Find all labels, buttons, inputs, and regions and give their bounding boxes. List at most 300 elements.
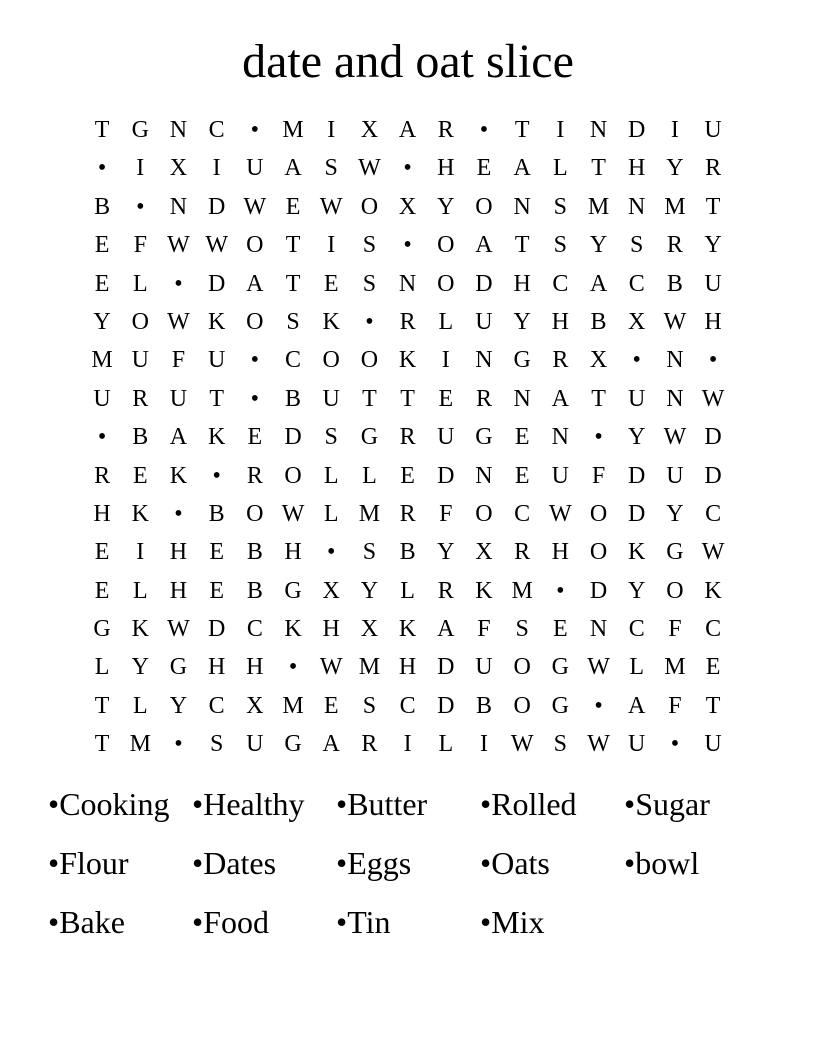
grid-cell: O bbox=[284, 462, 302, 489]
grid-cell: T bbox=[362, 385, 377, 412]
grid-cell: E bbox=[94, 232, 110, 259]
grid-cell: O bbox=[513, 692, 531, 719]
grid-cell: • bbox=[174, 270, 183, 297]
grid-cell: Y bbox=[131, 654, 149, 681]
grid-cell: I bbox=[136, 539, 145, 566]
grid-cell: E bbox=[209, 539, 224, 566]
grid-cell: G bbox=[169, 654, 188, 681]
grid-cell: U bbox=[475, 308, 493, 335]
grid-cell: U bbox=[704, 270, 722, 297]
grid-cell: N bbox=[513, 193, 531, 220]
grid-cell: Y bbox=[666, 500, 684, 527]
word-list-item: •Cooking bbox=[48, 786, 170, 822]
grid-cell: U bbox=[246, 731, 264, 758]
grid-cell: L bbox=[323, 500, 339, 527]
grid-cell: C bbox=[208, 117, 225, 143]
grid-cell: X bbox=[475, 539, 493, 566]
word-list-item: •Healthy bbox=[192, 786, 305, 822]
grid-cell: M bbox=[129, 731, 151, 758]
grid-cell: • bbox=[212, 462, 221, 489]
grid-cell: Y bbox=[628, 577, 646, 604]
grid-cell: K bbox=[131, 616, 149, 643]
grid-cell: C bbox=[552, 270, 569, 297]
grid-cell: X bbox=[589, 347, 608, 374]
grid-cell: C bbox=[208, 692, 225, 719]
grid-cell: U bbox=[246, 155, 264, 182]
grid-cell: X bbox=[169, 155, 188, 182]
grid-cell: G bbox=[513, 347, 531, 374]
grid-cell: Y bbox=[666, 155, 684, 182]
grid-cell: Y bbox=[628, 424, 646, 451]
grid-cell: R bbox=[399, 500, 416, 527]
grid-cell: A bbox=[437, 616, 455, 643]
grid-cell: M bbox=[358, 654, 381, 681]
grid-cell: M bbox=[664, 654, 686, 681]
grid-cell: L bbox=[438, 308, 454, 335]
grid-cell: R bbox=[437, 117, 454, 143]
grid-cell: K bbox=[398, 347, 417, 374]
grid-cell: W bbox=[587, 654, 610, 681]
grid-cell: • bbox=[250, 347, 260, 374]
word-list-item: •Flour bbox=[48, 845, 129, 881]
grid-cell: H bbox=[513, 270, 531, 297]
grid-cell: D bbox=[589, 577, 608, 604]
grid-cell: D bbox=[437, 692, 455, 719]
grid-cell: • bbox=[403, 232, 412, 259]
grid-cell: W bbox=[243, 193, 267, 220]
grid-cell: R bbox=[399, 308, 416, 335]
grid-cell: Y bbox=[360, 577, 379, 604]
grid-cell: G bbox=[131, 117, 149, 143]
grid-cell: O bbox=[360, 193, 379, 220]
grid-cell: L bbox=[400, 577, 415, 604]
grid-cell: T bbox=[285, 232, 301, 259]
grid-cell: B bbox=[246, 577, 263, 604]
grid-cell: C bbox=[246, 616, 263, 643]
grid-cell: N bbox=[628, 193, 646, 220]
grid-cell: G bbox=[666, 539, 684, 566]
grid-cell: N bbox=[169, 193, 188, 220]
grid-cell: Y bbox=[513, 308, 531, 335]
grid-cell: T bbox=[285, 270, 301, 297]
grid-cell: U bbox=[322, 385, 340, 412]
grid-cell: O bbox=[246, 500, 264, 527]
grid-cell: O bbox=[322, 347, 340, 374]
grid-cell: O bbox=[246, 308, 264, 335]
grid-cell: R bbox=[399, 424, 416, 451]
grid-cell: X bbox=[628, 308, 646, 335]
grid-cell: B bbox=[208, 500, 225, 527]
grid-cell: O bbox=[437, 270, 455, 297]
grid-cell: S bbox=[553, 731, 568, 758]
grid-cell: O bbox=[437, 232, 455, 259]
grid-cell: B bbox=[285, 385, 302, 412]
grid-cell: N bbox=[169, 117, 188, 143]
grid-cell: T bbox=[591, 385, 606, 412]
grid-cell: I bbox=[212, 155, 221, 182]
grid-cell: O bbox=[666, 577, 684, 604]
grid-cell: N bbox=[551, 424, 570, 451]
grid-cell: W bbox=[358, 155, 381, 182]
grid-cell: O bbox=[246, 232, 264, 259]
word-list bbox=[48, 780, 768, 957]
grid-cell: • bbox=[708, 347, 718, 374]
word-list-item: •Dates bbox=[192, 845, 277, 881]
grid-cell: B bbox=[132, 424, 149, 451]
grid-cell: W bbox=[701, 539, 725, 566]
grid-cell: C bbox=[705, 500, 722, 527]
grid-cell: I bbox=[403, 731, 412, 758]
grid-cell: • bbox=[288, 654, 298, 681]
grid-cell: R bbox=[246, 462, 263, 489]
grid-cell: H bbox=[398, 654, 417, 681]
word-list-item: •Butter bbox=[336, 786, 428, 822]
grid-cell: I bbox=[327, 117, 336, 143]
grid-cell: R bbox=[437, 577, 454, 604]
grid-cell: D bbox=[437, 654, 455, 681]
grid-cell: E bbox=[209, 577, 224, 604]
grid-cell: W bbox=[701, 385, 725, 412]
grid-cell: N bbox=[475, 462, 493, 489]
grid-cell: L bbox=[629, 654, 645, 681]
grid-cell: • bbox=[97, 424, 107, 451]
grid-cell: W bbox=[167, 232, 190, 259]
grid-cell: W bbox=[319, 654, 343, 681]
grid-cell: T bbox=[400, 385, 415, 412]
grid-cell: G bbox=[551, 654, 570, 681]
grid-cell: E bbox=[476, 155, 492, 182]
word-list-item: •Oats bbox=[480, 845, 550, 881]
grid-cell: A bbox=[551, 385, 570, 412]
grid-cell: O bbox=[589, 500, 608, 527]
grid-cell: E bbox=[94, 270, 110, 297]
grid-cell: I bbox=[441, 347, 450, 374]
grid-cell: E bbox=[94, 539, 110, 566]
grid-cell: E bbox=[514, 424, 530, 451]
grid-cell: L bbox=[132, 270, 148, 297]
grid-cell: U bbox=[704, 731, 722, 758]
grid-cell: B bbox=[666, 270, 683, 297]
grid-cell: • bbox=[327, 539, 336, 566]
grid-cell: A bbox=[475, 232, 493, 259]
grid-cell: W bbox=[549, 500, 572, 527]
grid-cell: N bbox=[589, 117, 608, 143]
page-title: date and oat slice bbox=[242, 35, 574, 88]
grid-cell: T bbox=[705, 193, 721, 220]
grid-cell: U bbox=[666, 462, 684, 489]
word-list-item: •Mix bbox=[480, 904, 545, 940]
grid-cell: K bbox=[398, 616, 417, 643]
grid-cell: M bbox=[664, 193, 686, 220]
grid-cell: S bbox=[362, 232, 377, 259]
grid-cell: D bbox=[475, 270, 493, 297]
grid-cell: H bbox=[246, 654, 264, 681]
grid-cell: C bbox=[285, 347, 302, 374]
grid-cell: W bbox=[319, 193, 343, 220]
grid-cell: O bbox=[475, 500, 493, 527]
grid-cell: B bbox=[475, 692, 492, 719]
grid-cell: A bbox=[513, 155, 531, 182]
grid-cell: E bbox=[514, 462, 530, 489]
grid-cell: A bbox=[628, 692, 646, 719]
grid-cell: K bbox=[207, 308, 226, 335]
grid-cell: G bbox=[284, 577, 302, 604]
grid-cell: D bbox=[207, 270, 226, 297]
grid-cell: S bbox=[362, 539, 377, 566]
grid-cell: C bbox=[705, 616, 722, 643]
grid-cell: L bbox=[132, 577, 148, 604]
grid-cell: U bbox=[628, 385, 646, 412]
grid-cell: F bbox=[591, 462, 606, 489]
word-list-item: •Food bbox=[192, 904, 269, 940]
grid-cell: F bbox=[171, 347, 186, 374]
grid-cell: B bbox=[590, 308, 607, 335]
grid-cell: M bbox=[358, 500, 381, 527]
grid-cell: A bbox=[322, 731, 340, 758]
grid-cell: D bbox=[207, 193, 226, 220]
grid-cell: • bbox=[250, 117, 260, 143]
grid-cell: S bbox=[553, 232, 568, 259]
grid-cell: O bbox=[589, 539, 608, 566]
grid-cell: H bbox=[284, 539, 302, 566]
grid-cell: O bbox=[360, 347, 379, 374]
grid-cell: L bbox=[323, 462, 339, 489]
grid-cell: T bbox=[94, 117, 110, 143]
grid-cell: F bbox=[668, 616, 682, 643]
grid-cell: • bbox=[594, 424, 603, 451]
grid-cell: K bbox=[475, 577, 493, 604]
grid-cell: G bbox=[475, 424, 493, 451]
grid-cell: R bbox=[514, 539, 531, 566]
grid-cell: A bbox=[169, 424, 188, 451]
grid-cell: I bbox=[479, 731, 488, 758]
grid-cell: U bbox=[628, 731, 646, 758]
grid-cell: S bbox=[362, 692, 377, 719]
grid-cell: C bbox=[628, 616, 645, 643]
grid-cell: W bbox=[281, 500, 305, 527]
grid-cell: U bbox=[131, 347, 149, 374]
grid-cell: T bbox=[514, 232, 530, 259]
grid-cell: • bbox=[403, 155, 412, 182]
grid-cell: L bbox=[132, 692, 148, 719]
grid-cell: C bbox=[514, 500, 531, 527]
grid-cell: N bbox=[475, 347, 493, 374]
grid-cell: • bbox=[174, 731, 183, 758]
grid-cell: M bbox=[91, 347, 113, 374]
grid-cell: S bbox=[286, 308, 300, 335]
grid-cell: E bbox=[400, 462, 415, 489]
grid-cell: K bbox=[131, 500, 149, 527]
grid-cell: B bbox=[399, 539, 416, 566]
grid-cell: D bbox=[437, 462, 455, 489]
grid-cell: • bbox=[479, 117, 489, 143]
grid-cell: S bbox=[362, 270, 377, 297]
grid-cell: H bbox=[551, 539, 570, 566]
grid-cell: D bbox=[704, 462, 722, 489]
grid-cell: D bbox=[628, 462, 646, 489]
grid-cell: R bbox=[361, 731, 378, 758]
grid-cell: W bbox=[510, 731, 534, 758]
grid-cell: E bbox=[705, 654, 721, 681]
grid-cell: • bbox=[136, 193, 145, 220]
grid-cell: A bbox=[589, 270, 608, 297]
grid-cell: T bbox=[514, 117, 530, 143]
grid-cell: F bbox=[477, 616, 491, 643]
grid-cell: F bbox=[439, 500, 453, 527]
grid-cell: K bbox=[322, 308, 340, 335]
grid-cell: S bbox=[209, 731, 224, 758]
grid-cell: W bbox=[205, 232, 228, 259]
grid-cell: H bbox=[551, 308, 570, 335]
word-list-item: •bowl bbox=[624, 845, 700, 881]
grid-cell: U bbox=[551, 462, 570, 489]
grid-cell: R bbox=[94, 462, 111, 489]
grid-cell: U bbox=[207, 347, 226, 374]
grid-cell: K bbox=[704, 577, 722, 604]
grid-cell: D bbox=[628, 500, 646, 527]
grid-cell: X bbox=[360, 616, 379, 643]
grid-cell: L bbox=[362, 462, 377, 489]
grid-cell: S bbox=[515, 616, 529, 643]
grid-cell: T bbox=[591, 155, 606, 182]
grid-cell: B bbox=[94, 193, 111, 220]
grid-cell: • bbox=[97, 155, 107, 182]
word-list-item: •Bake bbox=[48, 904, 125, 940]
grid-cell: A bbox=[246, 270, 264, 297]
grid-cell: I bbox=[327, 232, 336, 259]
grid-cell: L bbox=[438, 731, 454, 758]
grid-cell: • bbox=[594, 692, 603, 719]
grid-cell: C bbox=[628, 270, 645, 297]
grid-cell: D bbox=[284, 424, 302, 451]
grid-cell: K bbox=[207, 424, 226, 451]
grid-cell: • bbox=[670, 731, 680, 758]
letter-grid bbox=[83, 111, 732, 764]
grid-cell: R bbox=[552, 347, 569, 374]
grid-cell: Y bbox=[437, 193, 455, 220]
grid-cell: K bbox=[284, 616, 302, 643]
grid-cell: H bbox=[322, 616, 340, 643]
grid-cell: D bbox=[207, 616, 226, 643]
word-list-item: •Tin bbox=[336, 904, 391, 940]
grid-cell: H bbox=[93, 500, 111, 527]
grid-cell: G bbox=[93, 616, 111, 643]
grid-cell: N bbox=[666, 347, 684, 374]
grid-cell: U bbox=[93, 385, 111, 412]
grid-cell: L bbox=[553, 155, 568, 182]
grid-cell: I bbox=[136, 155, 145, 182]
word-list-item: •Rolled bbox=[480, 786, 577, 822]
grid-cell: Y bbox=[589, 232, 608, 259]
grid-cell: T bbox=[209, 385, 224, 412]
grid-cell: E bbox=[553, 616, 568, 643]
grid-cell: W bbox=[587, 731, 610, 758]
grid-cell: M bbox=[282, 117, 304, 143]
grid-cell: S bbox=[324, 424, 338, 451]
grid-cell: H bbox=[437, 155, 455, 182]
grid-cell: C bbox=[399, 692, 416, 719]
grid-cell: R bbox=[705, 155, 722, 182]
grid-cell: M bbox=[587, 193, 610, 220]
word-list-item: •Eggs bbox=[336, 845, 412, 881]
grid-cell: R bbox=[666, 232, 683, 259]
grid-cell: U bbox=[704, 117, 722, 143]
grid-cell: M bbox=[511, 577, 533, 604]
word-list-item: •Sugar bbox=[624, 786, 710, 822]
grid-cell: X bbox=[246, 692, 264, 719]
grid-cell: N bbox=[666, 385, 684, 412]
grid-cell: W bbox=[167, 616, 190, 643]
grid-cell: • bbox=[174, 500, 183, 527]
grid-cell: • bbox=[250, 385, 260, 412]
grid-cell: E bbox=[323, 270, 339, 297]
grid-cell: A bbox=[284, 155, 302, 182]
grid-cell: W bbox=[663, 424, 687, 451]
grid-cell: O bbox=[513, 654, 531, 681]
grid-cell: B bbox=[246, 539, 263, 566]
grid-cell: U bbox=[169, 385, 188, 412]
grid-cell: H bbox=[169, 539, 188, 566]
grid-cell: E bbox=[94, 577, 110, 604]
grid-cell: K bbox=[169, 462, 188, 489]
grid-cell: S bbox=[324, 155, 338, 182]
grid-cell: E bbox=[323, 692, 339, 719]
grid-cell: W bbox=[167, 308, 190, 335]
grid-cell: H bbox=[207, 654, 226, 681]
grid-cell: • bbox=[632, 347, 641, 374]
grid-cell: F bbox=[668, 692, 682, 719]
grid-cell: H bbox=[169, 577, 188, 604]
grid-cell: T bbox=[705, 692, 721, 719]
grid-cell: O bbox=[475, 193, 493, 220]
grid-cell: H bbox=[704, 308, 722, 335]
grid-cell: G bbox=[551, 692, 570, 719]
grid-cell: D bbox=[704, 424, 722, 451]
grid-cell: A bbox=[398, 117, 417, 143]
grid-cell: • bbox=[365, 308, 374, 335]
grid-cell: X bbox=[360, 117, 379, 143]
grid-cell: I bbox=[670, 117, 679, 143]
grid-cell: E bbox=[285, 193, 301, 220]
grid-cell: W bbox=[663, 308, 687, 335]
grid-cell: Y bbox=[93, 308, 111, 335]
grid-cell: Y bbox=[437, 539, 455, 566]
grid-cell: X bbox=[322, 577, 340, 604]
grid-cell: Y bbox=[169, 692, 188, 719]
grid-cell: M bbox=[282, 692, 304, 719]
grid-cell: N bbox=[398, 270, 417, 297]
grid-cell: E bbox=[247, 424, 263, 451]
grid-cell: T bbox=[94, 692, 110, 719]
grid-cell: X bbox=[398, 193, 417, 220]
grid-cell: D bbox=[628, 117, 646, 143]
grid-cell: S bbox=[553, 193, 568, 220]
grid-cell: T bbox=[94, 731, 110, 758]
grid-cell: U bbox=[475, 654, 493, 681]
grid-cell: N bbox=[513, 385, 531, 412]
grid-cell: H bbox=[628, 155, 646, 182]
grid-cell: E bbox=[438, 385, 454, 412]
grid-cell: G bbox=[284, 731, 302, 758]
grid-cell: F bbox=[133, 232, 147, 259]
grid-cell: R bbox=[475, 385, 492, 412]
grid-cell: S bbox=[630, 232, 644, 259]
grid-cell: R bbox=[132, 385, 149, 412]
grid-cell: K bbox=[628, 539, 646, 566]
grid-cell: Y bbox=[704, 232, 722, 259]
grid-cell: I bbox=[556, 117, 565, 143]
grid-cell: • bbox=[556, 577, 565, 604]
